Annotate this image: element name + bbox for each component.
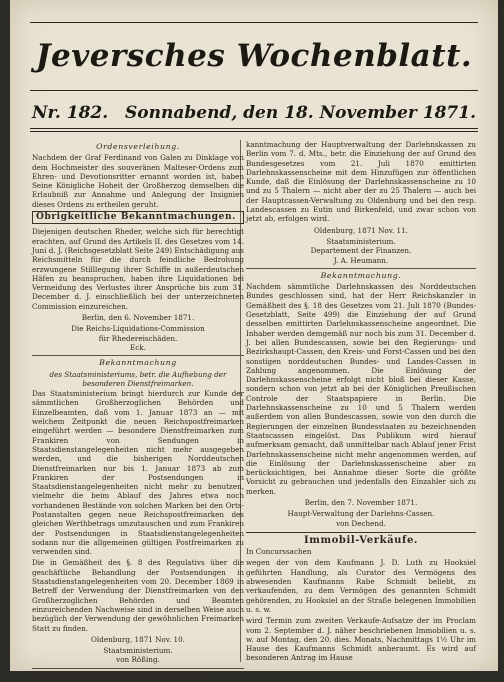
separator bbox=[246, 268, 476, 269]
signature: Staatsministerium. bbox=[326, 236, 396, 246]
dateline: Berlin, den 7. November 1871. bbox=[304, 497, 418, 507]
signature: Haupt-Verwaltung der Darlehns-Cassen. bbox=[287, 509, 435, 519]
separator bbox=[32, 355, 244, 356]
signature: Staatsministerium. bbox=[103, 646, 173, 656]
paragraph: Nachdem der Graf Ferdinand von Galen zu Dinklage von dem Hochmeister des souveränen Malteser-Ordens zum Ehren- und Devotionsritter ernannt worden ist, haben Seine Königliche Hoheit der Großherzog demselben die Erlaubniß zur Annahme und Anlegung der Insignien dieses Ordens zu ertheilen geruht. bbox=[32, 153, 244, 209]
issue-rule bbox=[30, 128, 478, 129]
paragraph: Nachdem sämmtliche Darlehnskassen des Norddeutschen Bundes geschlossen sind, hat der Herr Reichskanzler in Gemäßheit des §. 18 des Gesetzes vom 21. Juli 1870 (Bundes-Gesetzblatt, Seite 499) die Einziehung der auf Grund desselben emittirten Darlehnskassenscheine angeordnet. Die Inhaber werden demgemäß nur noch bis zum 31. December d. J. bei allen Bundescassen, sowie bei den Regierungs- und Bezirkshaupt-Cassen, den Kreis- und Forst-Cassen und bei den sonstigen norddeutschen Bundes- und Landes-Cassen in Zahlung angenommen. Die Einlösung der Darlehnskassenscheine erfolgt nicht bloß bei dieser Kasse, sondern schon von jetzt ab bei der Königlichen Preußischen Controle der Staatspapiere in Berlin. Die Darlehnskassenscheine zu 10 und 5 Thalern werden außerdem von allen Bundescassen, sowie von den durch die Regierungen der einzelnen Bundesstaaten zu bezeichnenden Staatscassen eingelöst. Das Publikum wird hierauf aufmerksam gemacht, daß unmittelbar nach Ablauf jener Frist Darlehnskassenscheine nicht mehr angenommen werden, auf die Einlösung der Darlehnskassenscheine aber zu berücksichtigen, bei Annahme dieser Sorte die größte Vorsicht zu gebrauchen und jedenfalls den Einzahler sich zu merken. bbox=[246, 282, 476, 496]
paragraph: Diejenigen deutschen Rheder, welche sich für berechtigt erachten, auf Grund des Artikels II. des Gesetzes vom 14. Juni d. J. (Reichsgesetzblatt Seite 249) Entschädigung aus Reichsmitteln für die durch feindliche Bedrohung erzwungene Stilllegung ihrer Schiffe in außerdeutschen Häfen zu beanspruchen, haben ihre Liquidationen bei Vermeidung des Verlustes ihrer Ansprüche bis zum 31. December d. J. einschließlich bei der unterzeichneten Commission einzureichen. bbox=[32, 227, 244, 311]
issue-line bbox=[32, 103, 476, 123]
heading-ordensverleihung: Ordensverleihung. bbox=[96, 142, 180, 151]
issue-rule-thin bbox=[30, 131, 478, 132]
dateline: Berlin, den 6. November 1871. bbox=[81, 313, 195, 323]
paragraph: Das Staatsministerium bringt hierdurch zur Kunde der sämmtlichen Großherzoglichen Behörden und Einzelbeamten, daß vom 1. Januar 1873 an — mit welchem Zeitpunkt die neuen Reichspostfreimarken eingeführt werden — besondere Dienstfreimarken zum Frankiren von Sendungen in Staatsdienstangelegenheiten nicht mehr ausgegeben werden, und die bisherigen Norddeutschen Dienstfreimarken nur bis 1. Januar 1873 ab zum Frankiren der Postsendungen in Staatsdienstangelegenheiten nicht mehr zu benutzen, vielmehr die beim Ablauf des Jahres etwa noch vorhandenen Bestände von solchen Marken bei den Orts-Postanstalten gegen neue Reichspostfreimarken des gleichen Werthbetrags umzutauschen und zum Frankiren der Postsendungen in Staatsdienstangelegenheiten sodann nur die allgemeinen gültigen Postfreimarken zu verwenden sind. bbox=[32, 389, 244, 557]
heading-bekanntmachung: Bekanntmachung. bbox=[320, 270, 402, 280]
signature: von Dechend. bbox=[336, 518, 386, 528]
signature: Departement der Finanzen. bbox=[310, 246, 412, 256]
top-rule bbox=[30, 22, 478, 23]
subheading: In Concurssachen bbox=[246, 547, 312, 557]
separator bbox=[32, 668, 244, 669]
paragraph: kanntmachung der Hauptverwaltung der Darlehnskassen zu Berlin vom 7. d. Mts., betr. die Einziehung der auf Grund des Bundesgesetzes vom 21. Juli 1870 emittirten Darlehnskassenscheine mit dem Hinzufügen zur öffentlichen Kunde, daß die Einlösung der Darlehnskassenscheine zu 10 und zu 5 Thalern — nicht aber der zu 25 Thalern — auch bei der Hauptcassen-Verwaltung zu Oldenburg und bei den resp. Landescassen zu Eutin und Birkenfeld, und zwar schon von jetzt ab, erfolgen wird. bbox=[246, 140, 476, 224]
signature: Die Reichs-Liquidations-Commission bbox=[71, 324, 205, 334]
signature: von Rößing. bbox=[116, 655, 160, 665]
masthead-title: Jeversches Wochenblatt. bbox=[35, 38, 473, 74]
dateline: Oldenburg, 1871 Nov. 11. bbox=[314, 225, 408, 235]
newspaper-page bbox=[10, 0, 498, 680]
left-column bbox=[32, 140, 244, 682]
heading-bekanntmachung: Bekanntmachung bbox=[99, 358, 177, 368]
issue-number: Nr. 182. bbox=[32, 103, 109, 123]
heading-immobil-verkaeufe: Immobil-Verkäufe. bbox=[246, 532, 476, 545]
signature: für Rhedereischäden. bbox=[98, 333, 178, 343]
right-column bbox=[246, 140, 476, 665]
heading-obrigkeitliche: Obrigkeitliche Bekanntmachungen. bbox=[32, 211, 244, 224]
masthead-rule bbox=[30, 90, 478, 91]
paragraph: wird Termin zum zweiten Verkaufe-Aufsatze der im Proclam vom 2. September d. J. näher beschriebenen Immobilien u. s. w. auf Montag, den 20. dies. Monats, Nachmittags 1½ Uhr im Hause des Kaufmanns Schmidt anberaumt. Es wird auf besonderen Antrag im Hause bbox=[246, 616, 476, 663]
paragraph: Das Staatsministerium bringt nachstehende Be- bbox=[32, 670, 208, 680]
issue-date: Sonnabend, den 18. November 1871. bbox=[125, 103, 476, 123]
signature: Eck. bbox=[130, 342, 146, 352]
subheading: des Staatsministeriums, betr. die Aufhebung der besonderen Dienstfreimarken. bbox=[49, 369, 227, 388]
signature: J. A. Heumann. bbox=[333, 255, 389, 265]
dateline: Oldenburg, 1871 Nov. 10. bbox=[91, 634, 185, 644]
paragraph: Die in Gemäßheit des §. 8 des Regulativs über die geschäftliche Behandlung der Postsendungen in Staatsdienstangelegenheiten vom 20. December 1869 in Betreff der Verwendung der Dienstfreimarken von den Großherzoglichen Behörden und Beamten einzureichenden Nachweise sind in derselben Weise auch bezüglich der Verwendung der gewöhnlichen Freimarken Statt zu finden. bbox=[32, 558, 244, 633]
paragraph: wegen der von dem Kaufmann J. D. Luth zu Hooksiel geführten Handlung, als Curator des Vermögens des abwesenden Kaufmanns Rabe Schmidt beliebt, zu verkaufenden, zu dem Vermögen des genannten Schmidt gehörenden, zu Hooksiel an der Straße belegenen Immobilien u. s. w. bbox=[246, 558, 476, 614]
